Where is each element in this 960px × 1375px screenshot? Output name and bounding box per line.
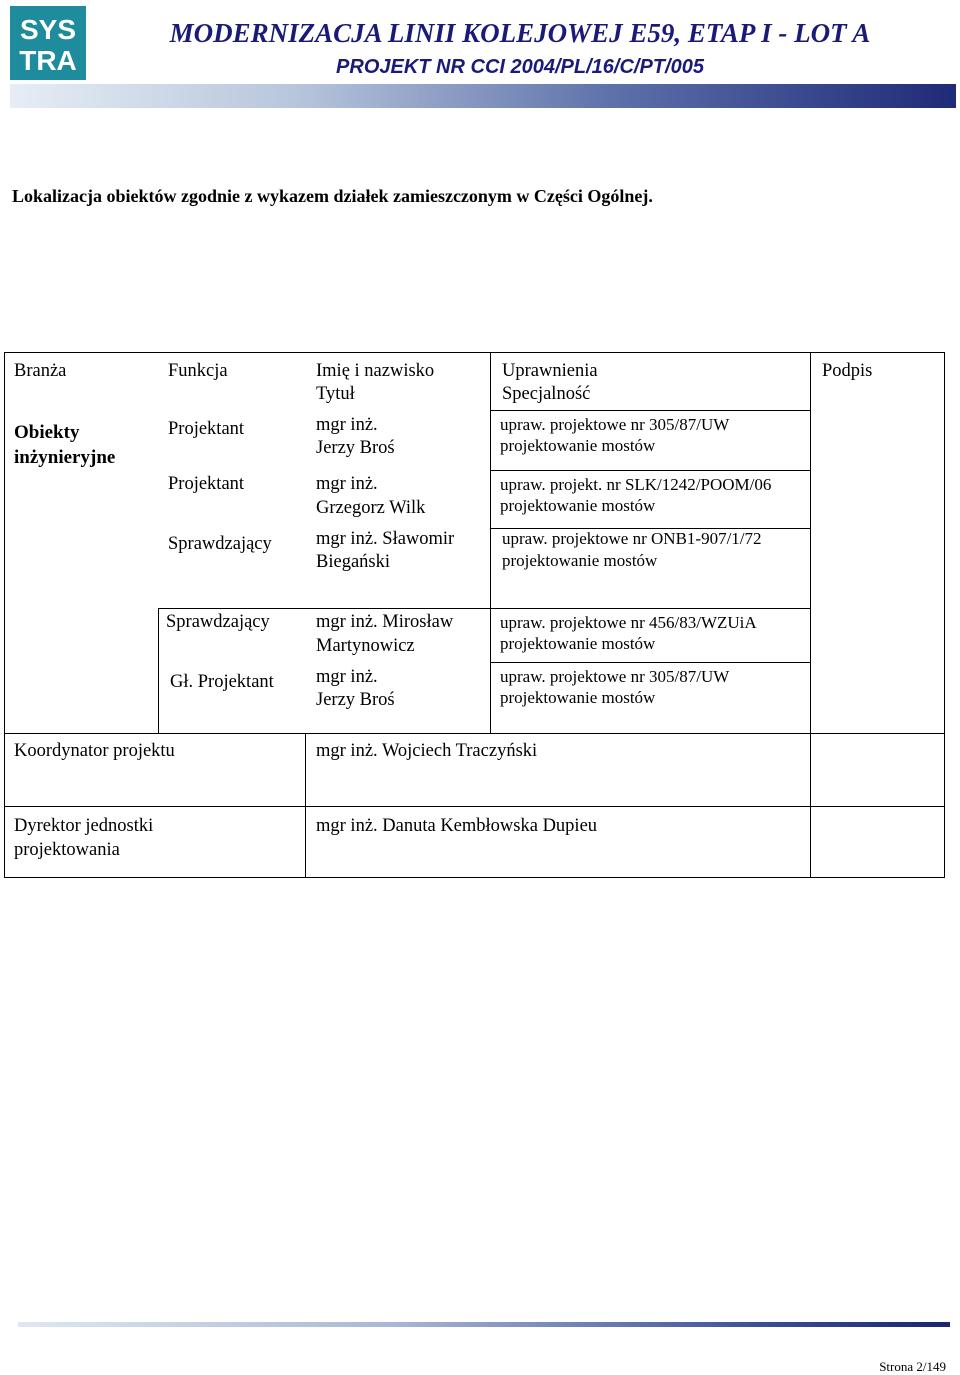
row-5-name-2: Jerzy Broś [316,690,395,710]
document-title: MODERNIZACJA LINII KOLEJOWEJ E59, ETAP I - LOT A [169,18,871,48]
systra-logo [10,6,86,80]
svg-text:TRA: TRA [19,45,77,76]
header-uprawnienia: Uprawnienia [502,361,598,381]
row-2-uprawnienia: upraw. projekt. nr SLK/1242/POOM/06 [500,475,772,494]
location-note: Lokalizacja obiektów zgodnie z wykazem działek zamieszczonym w Części Ogólnej. [12,186,653,206]
row-5-name: mgr inż. [316,667,378,687]
dyrektor-name: mgr inż. Danuta Kembłowska Dupieu [316,816,598,836]
koordynator-name: mgr inż. Wojciech Traczyński [316,741,538,761]
header-branza: Branża [14,361,67,381]
svg-text:SYS: SYS [19,14,77,45]
koordynator-label: Koordynator projektu [14,741,175,761]
row-1-name: mgr inż. [316,415,378,435]
row-2-name-2: Grzegorz Wilk [316,498,426,518]
dyrektor-label-2: projektowania [14,840,120,860]
row-4-specjalnosc: projektowanie mostów [500,634,656,653]
row-5-specjalnosc: projektowanie mostów [500,688,656,707]
header-tytul: Tytuł [316,384,355,404]
row-2-specjalnosc: projektowanie mostów [500,496,656,515]
row-4-name-2: Martynowicz [316,636,415,656]
row-5-uprawnienia: upraw. projektowe nr 305/87/UW [500,667,730,686]
header-gradient-bar [10,84,956,108]
row-2-funkcja: Projektant [168,474,245,494]
row-4-uprawnienia: upraw. projektowe nr 456/83/WZUiA [500,613,757,632]
row-4-funkcja: Sprawdzający [166,612,270,632]
project-number: PROJEKT NR CCI 2004/PL/16/C/PT/005 [336,56,704,78]
footer-gradient-bar [18,1322,950,1327]
row-4-name: mgr inż. Mirosław [316,612,454,632]
header-specjalnosc: Specjalność [502,384,591,404]
branza-label-2: inżynieryjne [14,447,116,468]
row-1-specjalnosc: projektowanie mostów [500,436,656,455]
dyrektor-label: Dyrektor jednostki [14,816,154,836]
header-imie: Imię i nazwisko [316,361,435,381]
row-3-funkcja: Sprawdzający [168,534,272,554]
row-1-funkcja: Projektant [168,419,245,439]
row-3-specjalnosc: projektowanie mostów [502,551,658,570]
row-3-name: mgr inż. Sławomir [316,529,455,549]
branza-label: Obiekty [14,422,80,443]
row-1-uprawnienia: upraw. projektowe nr 305/87/UW [500,415,730,434]
page-number: Strona 2/149 [879,1359,946,1374]
row-2-name: mgr inż. [316,474,378,494]
row-3-uprawnienia: upraw. projektowe nr ONB1-907/1/72 [502,529,762,548]
row-1-name-2: Jerzy Broś [316,438,395,458]
row-5-funkcja: Gł. Projektant [170,672,274,692]
header-funkcja: Funkcja [168,361,228,381]
header-podpis: Podpis [822,361,873,381]
row-3-name-2: Biegański [316,552,390,572]
